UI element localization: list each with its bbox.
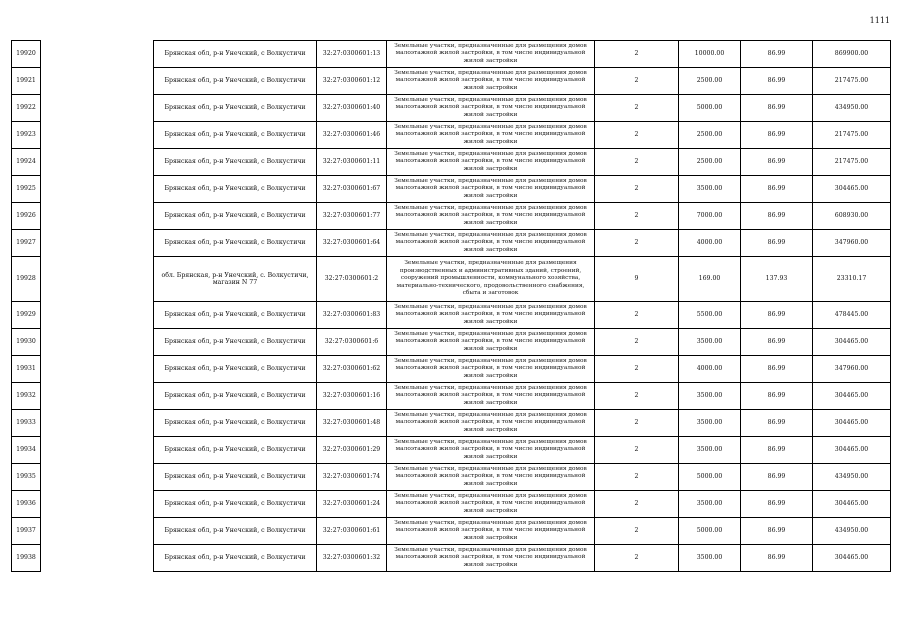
group-cell: 2: [595, 545, 679, 572]
cadastral-number-cell: 32:27:0300601:40: [317, 95, 387, 122]
land-use-cell: Земельные участки, предназначенные для размещения домов малоэтажной жилой застройки, в том числе индивидуальной жилой застройки: [387, 437, 595, 464]
table-row: [154, 356, 891, 383]
row-number-cell: 19934: [12, 437, 41, 464]
area-cell: 3500.00: [679, 383, 741, 410]
cadastral-number-cell: 32:27:0300601:24: [317, 491, 387, 518]
cadastral-number-cell: 32:27:0300601:13: [317, 41, 387, 68]
cadastral-number-cell: 32:27:0300601:74: [317, 464, 387, 491]
cadastral-number-cell: 32:27:0300601:67: [317, 176, 387, 203]
row-number-row: [12, 356, 41, 383]
cadastral-number-cell: 32:27:0300601:6: [317, 329, 387, 356]
table-row: [154, 545, 891, 572]
group-cell: 2: [595, 203, 679, 230]
cadastral-value-cell: 347960.00: [813, 230, 891, 257]
row-number-row: [12, 257, 41, 302]
area-cell: 4000.00: [679, 230, 741, 257]
row-number-cell: 19933: [12, 410, 41, 437]
row-number-row: [12, 464, 41, 491]
land-use-cell: Земельные участки, предназначенные для размещения домов малоэтажной жилой застройки, в том числе индивидуальной жилой застройки: [387, 356, 595, 383]
cadastral-value-cell: 347960.00: [813, 356, 891, 383]
table-row: [154, 257, 891, 302]
specific-value-cell: 86.99: [741, 176, 813, 203]
area-cell: 5500.00: [679, 302, 741, 329]
group-cell: 2: [595, 41, 679, 68]
specific-value-cell: 86.99: [741, 356, 813, 383]
address-cell: Брянская обл, р-н Унечский, с Волкустичи: [154, 95, 317, 122]
row-number-row: [12, 545, 41, 572]
specific-value-cell: 86.99: [741, 68, 813, 95]
row-number-cell: 19926: [12, 203, 41, 230]
row-number-cell: 19922: [12, 95, 41, 122]
row-number-row: [12, 68, 41, 95]
area-cell: 3500.00: [679, 176, 741, 203]
specific-value-cell: 86.99: [741, 149, 813, 176]
table-row: [154, 68, 891, 95]
row-number-cell: 19929: [12, 302, 41, 329]
row-number-cell: 19930: [12, 329, 41, 356]
group-cell: 2: [595, 230, 679, 257]
address-cell: Брянская обл, р-н Унечский, с Волкустичи: [154, 68, 317, 95]
cadastral-number-cell: 32:27:0300601:32: [317, 545, 387, 572]
group-cell: 2: [595, 176, 679, 203]
cadastral-value-cell: 304465.00: [813, 491, 891, 518]
group-cell: 2: [595, 464, 679, 491]
group-cell: 2: [595, 95, 679, 122]
specific-value-cell: 137.93: [741, 257, 813, 302]
cadastral-number-cell: 32:27:0300601:46: [317, 122, 387, 149]
cadastral-value-cell: 217475.00: [813, 149, 891, 176]
row-number-row: [12, 437, 41, 464]
cadastral-value-cell: 304465.00: [813, 176, 891, 203]
row-number-row: [12, 203, 41, 230]
cadastral-value-cell: 23310.17: [813, 257, 891, 302]
specific-value-cell: 86.99: [741, 464, 813, 491]
table-row: [154, 491, 891, 518]
row-number-cell: 19936: [12, 491, 41, 518]
address-cell: Брянская обл, р-н Унечский, с Волкустичи: [154, 230, 317, 257]
land-plots-table: [153, 40, 891, 572]
area-cell: 5000.00: [679, 95, 741, 122]
row-number-cell: 19927: [12, 230, 41, 257]
row-number-row: [12, 95, 41, 122]
area-cell: 2500.00: [679, 68, 741, 95]
table-row: [154, 437, 891, 464]
group-cell: 2: [595, 122, 679, 149]
row-number-cell: 19928: [12, 257, 41, 302]
area-cell: 5000.00: [679, 518, 741, 545]
table-row: [154, 95, 891, 122]
cadastral-value-cell: 304465.00: [813, 383, 891, 410]
cadastral-number-cell: 32:27:0300601:77: [317, 203, 387, 230]
row-number-cell: 19923: [12, 122, 41, 149]
cadastral-value-cell: 304465.00: [813, 329, 891, 356]
cadastral-number-cell: 32:27:0300601:11: [317, 149, 387, 176]
cadastral-number-cell: 32:27:0300601:64: [317, 230, 387, 257]
specific-value-cell: 86.99: [741, 41, 813, 68]
land-use-cell: Земельные участки, предназначенные для размещения домов малоэтажной жилой застройки, в том числе индивидуальной жилой застройки: [387, 95, 595, 122]
table-row: [154, 383, 891, 410]
land-use-cell: Земельные участки, предназначенные для размещения домов малоэтажной жилой застройки, в том числе индивидуальной жилой застройки: [387, 68, 595, 95]
row-number-row: [12, 383, 41, 410]
land-use-cell: Земельные участки, предназначенные для размещения производственных и административных зданий, строений, сооружений промышленности, коммунального хозяйства, материально-технического, продовольственного снабжения, сбыта и заготовок: [387, 257, 595, 302]
cadastral-value-cell: 434950.00: [813, 95, 891, 122]
area-cell: 2500.00: [679, 149, 741, 176]
group-cell: 2: [595, 68, 679, 95]
table-row: [154, 149, 891, 176]
group-cell: 2: [595, 329, 679, 356]
cadastral-value-cell: 304465.00: [813, 437, 891, 464]
cadastral-number-cell: 32:27:0300601:29: [317, 437, 387, 464]
land-use-cell: Земельные участки, предназначенные для размещения домов малоэтажной жилой застройки, в том числе индивидуальной жилой застройки: [387, 230, 595, 257]
table-row: [154, 41, 891, 68]
address-cell: Брянская обл, р-н Унечский, с Волкустичи: [154, 410, 317, 437]
address-cell: Брянская обл, р-н Унечский, с Волкустичи: [154, 302, 317, 329]
group-cell: 2: [595, 410, 679, 437]
cadastral-value-cell: 217475.00: [813, 122, 891, 149]
group-cell: 2: [595, 356, 679, 383]
address-cell: Брянская обл, р-н Унечский, с Волкустичи: [154, 122, 317, 149]
area-cell: 3500.00: [679, 410, 741, 437]
group-cell: 2: [595, 302, 679, 329]
cadastral-number-cell: 32:27:0300601:48: [317, 410, 387, 437]
table-row: [154, 122, 891, 149]
land-use-cell: Земельные участки, предназначенные для размещения домов малоэтажной жилой застройки, в том числе индивидуальной жилой застройки: [387, 41, 595, 68]
area-cell: 169.00: [679, 257, 741, 302]
row-number-row: [12, 149, 41, 176]
group-cell: 9: [595, 257, 679, 302]
group-cell: 2: [595, 149, 679, 176]
land-use-cell: Земельные участки, предназначенные для размещения домов малоэтажной жилой застройки, в том числе индивидуальной жилой застройки: [387, 302, 595, 329]
row-number-row: [12, 122, 41, 149]
area-cell: 2500.00: [679, 122, 741, 149]
row-number-row: [12, 302, 41, 329]
area-cell: 3500.00: [679, 491, 741, 518]
row-number-row: [12, 176, 41, 203]
address-cell: Брянская обл, р-н Унечский, с Волкустичи: [154, 176, 317, 203]
group-cell: 2: [595, 518, 679, 545]
area-cell: 3500.00: [679, 329, 741, 356]
row-number-row: [12, 41, 41, 68]
address-cell: Брянская обл, р-н Унечский, с Волкустичи: [154, 491, 317, 518]
row-number-cell: 19938: [12, 545, 41, 572]
cadastral-value-cell: 478445.00: [813, 302, 891, 329]
table-row: [154, 329, 891, 356]
land-use-cell: Земельные участки, предназначенные для размещения домов малоэтажной жилой застройки, в том числе индивидуальной жилой застройки: [387, 491, 595, 518]
table-row: [154, 230, 891, 257]
area-cell: 7000.00: [679, 203, 741, 230]
land-use-cell: Земельные участки, предназначенные для размещения домов малоэтажной жилой застройки, в том числе индивидуальной жилой застройки: [387, 149, 595, 176]
address-cell: Брянская обл, р-н Унечский, с Волкустичи: [154, 464, 317, 491]
cadastral-value-cell: 434950.00: [813, 464, 891, 491]
address-cell: Брянская обл, р-н Унечский, с Волкустичи: [154, 545, 317, 572]
address-cell: Брянская обл, р-н Унечский, с Волкустичи: [154, 437, 317, 464]
specific-value-cell: 86.99: [741, 518, 813, 545]
land-use-cell: Земельные участки, предназначенные для размещения домов малоэтажной жилой застройки, в том числе индивидуальной жилой застройки: [387, 545, 595, 572]
group-cell: 2: [595, 383, 679, 410]
cadastral-value-cell: 434950.00: [813, 518, 891, 545]
address-cell: обл. Брянская, р-н Унечский, с. Волкустичи, магазин N 77: [154, 257, 317, 302]
row-number-cell: 19924: [12, 149, 41, 176]
address-cell: Брянская обл, р-н Унечский, с Волкустичи: [154, 149, 317, 176]
specific-value-cell: 86.99: [741, 437, 813, 464]
address-cell: Брянская обл, р-н Унечский, с Волкустичи: [154, 329, 317, 356]
cadastral-value-cell: 304465.00: [813, 410, 891, 437]
row-number-row: [12, 410, 41, 437]
address-cell: Брянская обл, р-н Унечский, с Волкустичи: [154, 41, 317, 68]
row-number-row: [12, 230, 41, 257]
row-number-cell: 19920: [12, 41, 41, 68]
specific-value-cell: 86.99: [741, 383, 813, 410]
cadastral-value-cell: 217475.00: [813, 68, 891, 95]
row-number-row: [12, 491, 41, 518]
page-number: 1111: [869, 16, 890, 25]
row-number-cell: 19937: [12, 518, 41, 545]
row-number-row: [12, 329, 41, 356]
specific-value-cell: 86.99: [741, 329, 813, 356]
cadastral-number-cell: 32:27:0300601:83: [317, 302, 387, 329]
cadastral-number-cell: 32:27:0300601:62: [317, 356, 387, 383]
area-cell: 5000.00: [679, 464, 741, 491]
address-cell: Брянская обл, р-н Унечский, с Волкустичи: [154, 203, 317, 230]
row-number-cell: 19932: [12, 383, 41, 410]
land-use-cell: Земельные участки, предназначенные для размещения домов малоэтажной жилой застройки, в том числе индивидуальной жилой застройки: [387, 329, 595, 356]
cadastral-number-cell: 32:27:0300601:16: [317, 383, 387, 410]
row-number-cell: 19921: [12, 68, 41, 95]
specific-value-cell: 86.99: [741, 302, 813, 329]
specific-value-cell: 86.99: [741, 545, 813, 572]
table-row: [154, 176, 891, 203]
area-cell: 10000.00: [679, 41, 741, 68]
cadastral-value-cell: 869900.00: [813, 41, 891, 68]
table-row: [154, 518, 891, 545]
land-use-cell: Земельные участки, предназначенные для размещения домов малоэтажной жилой застройки, в том числе индивидуальной жилой застройки: [387, 410, 595, 437]
specific-value-cell: 86.99: [741, 203, 813, 230]
area-cell: 3500.00: [679, 437, 741, 464]
table-row: [154, 464, 891, 491]
specific-value-cell: 86.99: [741, 230, 813, 257]
area-cell: 3500.00: [679, 545, 741, 572]
cadastral-value-cell: 304465.00: [813, 545, 891, 572]
address-cell: Брянская обл, р-н Унечский, с Волкустичи: [154, 383, 317, 410]
table-row: [154, 203, 891, 230]
land-use-cell: Земельные участки, предназначенные для размещения домов малоэтажной жилой застройки, в том числе индивидуальной жилой застройки: [387, 464, 595, 491]
cadastral-number-cell: 32:27:0300601:61: [317, 518, 387, 545]
specific-value-cell: 86.99: [741, 491, 813, 518]
row-number-column: [11, 40, 41, 572]
specific-value-cell: 86.99: [741, 122, 813, 149]
row-number-cell: 19931: [12, 356, 41, 383]
cadastral-number-cell: 32:27:0300601:12: [317, 68, 387, 95]
land-use-cell: Земельные участки, предназначенные для размещения домов малоэтажной жилой застройки, в том числе индивидуальной жилой застройки: [387, 383, 595, 410]
land-use-cell: Земельные участки, предназначенные для размещения домов малоэтажной жилой застройки, в том числе индивидуальной жилой застройки: [387, 518, 595, 545]
land-use-cell: Земельные участки, предназначенные для размещения домов малоэтажной жилой застройки, в том числе индивидуальной жилой застройки: [387, 176, 595, 203]
row-number-cell: 19935: [12, 464, 41, 491]
land-use-cell: Земельные участки, предназначенные для размещения домов малоэтажной жилой застройки, в том числе индивидуальной жилой застройки: [387, 122, 595, 149]
land-use-cell: Земельные участки, предназначенные для размещения домов малоэтажной жилой застройки, в том числе индивидуальной жилой застройки: [387, 203, 595, 230]
address-cell: Брянская обл, р-н Унечский, с Волкустичи: [154, 518, 317, 545]
group-cell: 2: [595, 437, 679, 464]
address-cell: Брянская обл, р-н Унечский, с Волкустичи: [154, 356, 317, 383]
cadastral-value-cell: 608930.00: [813, 203, 891, 230]
cadastral-number-cell: 32:27:0300601:2: [317, 257, 387, 302]
row-number-cell: 19925: [12, 176, 41, 203]
specific-value-cell: 86.99: [741, 95, 813, 122]
row-number-row: [12, 518, 41, 545]
area-cell: 4000.00: [679, 356, 741, 383]
specific-value-cell: 86.99: [741, 410, 813, 437]
group-cell: 2: [595, 491, 679, 518]
table-row: [154, 302, 891, 329]
table-row: [154, 410, 891, 437]
